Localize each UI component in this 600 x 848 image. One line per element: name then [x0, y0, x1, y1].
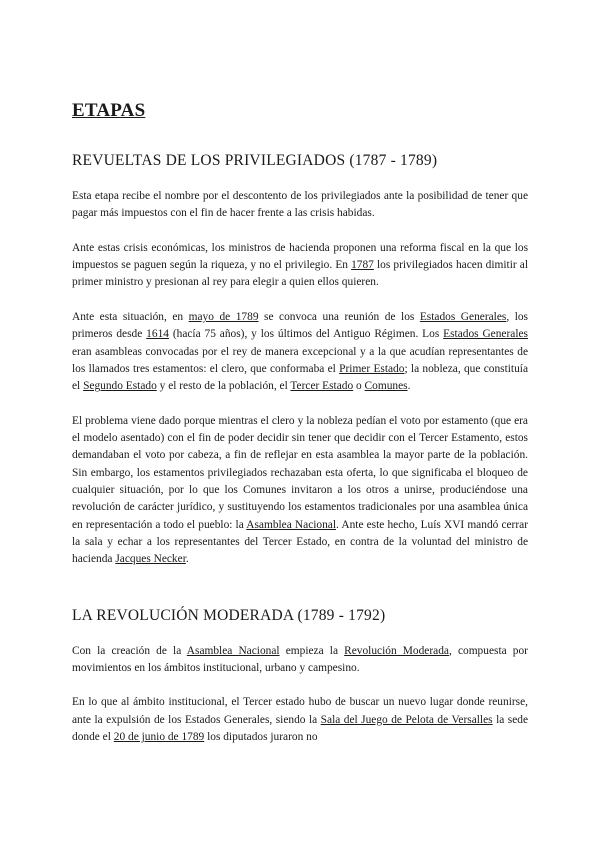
paragraph-text: Ante estas crisis económicas, los ministros de hacienda proponen una reforma fiscal en la que los impuestos se paguen según la riqueza, y no el privilegio. En — [72, 241, 528, 272]
paragraph-text: , los primeros desde — [72, 311, 528, 341]
inline-link[interactable]: Primer Estado — [339, 362, 405, 375]
section-heading-revueltas: REVUELTAS DE LOS PRIVILEGIADOS (1787 - 1789) — [72, 152, 438, 169]
document-page — [72, 100, 528, 746]
inline-link[interactable]: Jacques Necker — [115, 553, 186, 566]
inline-link[interactable]: Sala del Juego de Pelota de Versalles — [320, 713, 493, 726]
paragraph — [72, 188, 528, 223]
inline-link[interactable]: 1614 — [146, 328, 169, 341]
paragraph-text: y el resto de la población, el — [156, 380, 291, 393]
paragraph — [72, 240, 528, 292]
page-title: ETAPAS — [72, 100, 146, 121]
paragraph-text: la sede donde el — [72, 713, 529, 744]
paragraph-text: los diputados juraron no — [204, 731, 318, 744]
paragraph-text: Esta etapa recibe el nombre por el descontento de los privilegiados ante la posibilidad de tener que pagar más impuestos con el fin de hacer frente a las crisis habidas. — [72, 190, 528, 220]
paragraph-text: Ante esta situación, en — [72, 311, 189, 324]
inline-link[interactable]: 1787 — [351, 259, 374, 272]
paragraph-text: , compuesta por movimientos en los ámbitos institucional, urbano y campesino. — [72, 644, 528, 674]
inline-link[interactable]: Segundo Estado — [83, 380, 157, 393]
paragraph-text: empieza la — [279, 644, 345, 657]
paragraph-text: . Ante este hecho, Luís XVI mandó cerrar la sala y echar a los representantes del Tercer Estado, en contra de la voluntad del ministro de hacienda — [72, 518, 528, 566]
inline-link[interactable]: Revolución Moderada — [344, 644, 449, 657]
paragraph-text: o — [353, 380, 365, 393]
paragraph-text: ; la nobleza, que constituía el — [72, 362, 528, 393]
paragraph — [72, 694, 528, 746]
paragraph — [72, 309, 528, 395]
paragraph-text: En lo que al ámbito institucional, el Tercer estado hubo de buscar un nuevo lugar donde reunirse, ante la expulsión de los Estados Generales, siendo la — [72, 696, 528, 726]
paragraph-text: los privilegiados hacen dimitir al primer ministro y presionan al rey para elegir a quien ellos quieren. — [72, 259, 528, 289]
paragraph — [72, 413, 528, 569]
inline-link[interactable]: Estados Generales — [443, 328, 528, 341]
paragraph-text: . — [185, 553, 189, 566]
paragraph-text: . — [407, 380, 411, 393]
paragraph-text: (hacía 75 años), y los últimos del Antiguo Régimen. Los — [168, 328, 444, 341]
section-body-revolucion-moderada — [72, 643, 528, 747]
inline-link[interactable]: 20 de junio de 1789 — [113, 731, 205, 744]
section-body-revueltas — [72, 188, 528, 569]
inline-link[interactable]: Asamblea Nacional — [186, 644, 280, 657]
section-heading-revolucion-moderada: LA REVOLUCIÓN MODERADA (1789 - 1792) — [72, 606, 386, 624]
inline-link[interactable]: Comunes — [364, 380, 408, 393]
inline-link[interactable]: Estados Generales — [419, 311, 507, 324]
paragraph-text: se convoca una reunión de los — [258, 311, 420, 324]
paragraph-text: eran asambleas convocadas por el rey de manera excepcional y a la que acudían representantes de los llamados tres estamentos: el clero, que conformaba el — [72, 345, 528, 375]
inline-link[interactable]: mayo de 1789 — [188, 311, 259, 324]
paragraph-text: Con la creación de la — [72, 644, 187, 657]
paragraph-text: El problema viene dado porque mientras el clero y la nobleza pedían el voto por estamento (que era el modelo asentado) con el fin de poder decidir sin tener que decidir con el Tercer Estamento, estos demandaban el voto por cabeza, a fin de reflejar en esta asamblea la mayor parte de la población. Sin embargo, los estamentos privilegiados rechazaban esta oferta, lo que significaba el bloqueo de cualquier situación, por lo que los Comunes invitaron a los otros a unirse, produciéndose una revolución de carácter jurídico, y sustituyendo los estamentos tradicionales por una asamblea única en representación a todo el pueblo: la — [72, 414, 528, 531]
inline-link[interactable]: Tercer Estado — [290, 380, 354, 393]
inline-link[interactable]: Asamblea Nacional — [246, 518, 337, 531]
paragraph — [72, 643, 528, 678]
